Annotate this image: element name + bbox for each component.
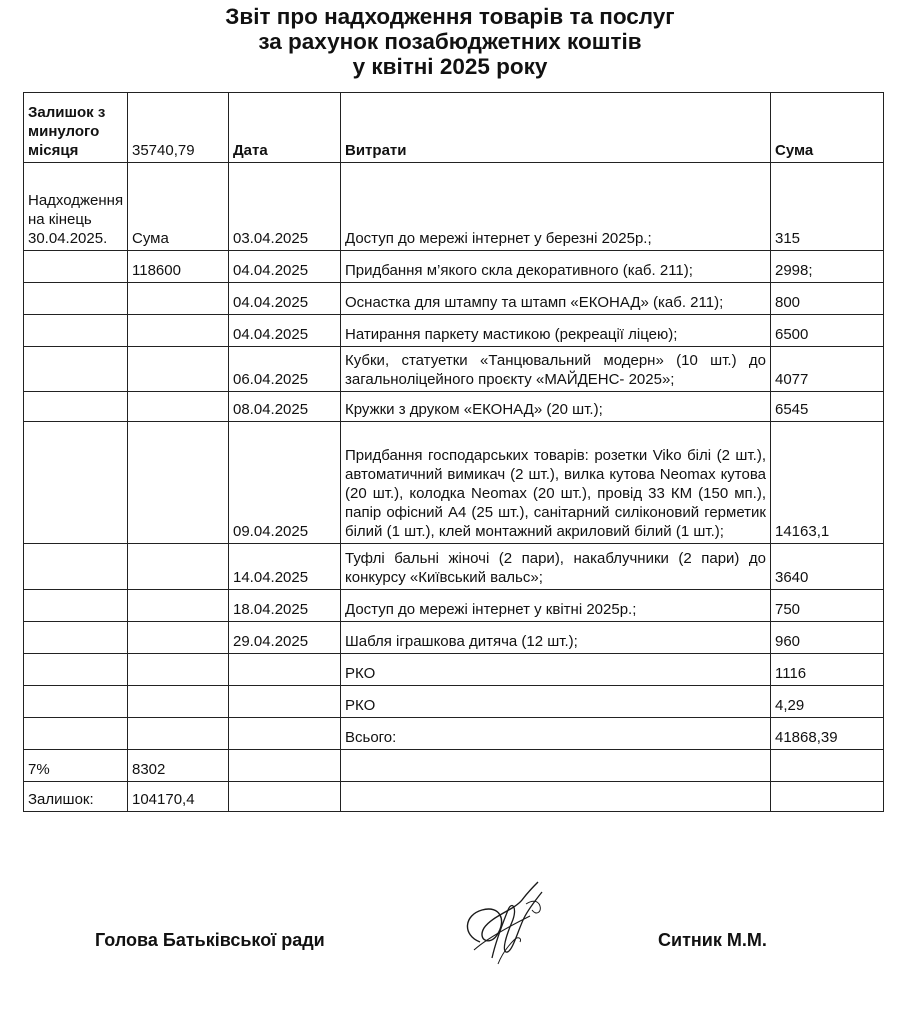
table-row	[24, 544, 884, 590]
row-date	[229, 686, 341, 718]
balance-row	[24, 782, 884, 812]
row-description: Придбання м’якого скла декоративного (каб. 211);	[341, 251, 771, 283]
table-row	[24, 251, 884, 283]
row-date: 03.04.2025	[229, 163, 341, 251]
row-date: 06.04.2025	[229, 347, 341, 392]
row-date: 18.04.2025	[229, 590, 341, 622]
expenses-column-header: Витрати	[341, 93, 771, 163]
row-sum: 960	[771, 622, 884, 654]
percent-value: 8302	[128, 750, 229, 782]
table-row	[24, 654, 884, 686]
row-sum: 315	[771, 163, 884, 251]
signature-image	[452, 880, 562, 970]
row-sum: 1116	[771, 654, 884, 686]
signatory-position: Голова Батьківської ради	[95, 930, 325, 950]
row-date: 29.04.2025	[229, 622, 341, 654]
row-date: 04.04.2025	[229, 251, 341, 283]
row-sum: 14163,1	[771, 422, 884, 544]
table-row	[24, 392, 884, 422]
total-label: Всього:	[341, 718, 771, 750]
row-description: Придбання господарських товарів: розетки Viko білі (2 шт.), автоматичний вимикач (2 шт.), вилка кутова Neomax кутова (20 шт.), колодка Neomax (20 шт.), провід 33 КМ (150 мп.), папір офісний А4 (25 шт.), санітарний силіконовий герметик білий (1 шт.), клей монтажний акриловий білий (1 шт.);	[341, 422, 771, 544]
title-line-1: Звіт про надходження товарів та послуг	[225, 4, 675, 29]
sum-column-header: Сума	[771, 93, 884, 163]
signatory-name: Ситник М.М.	[658, 930, 767, 950]
table-row	[24, 590, 884, 622]
row-description: Натирання паркету мастикою (рекреації ліцею);	[341, 315, 771, 347]
row-sum: 3640	[771, 544, 884, 590]
row-description: Туфлі бальні жіночі (2 пари), накаблучники (2 пари) до конкурсу «Київський вальс»;	[341, 544, 771, 590]
row-description: Доступ до мережі інтернет у квітні 2025р.;	[341, 590, 771, 622]
income-value: 118600	[128, 251, 229, 283]
row-date: 09.04.2025	[229, 422, 341, 544]
row-description: Кружки з друком «ЕКОНАД» (20 шт.);	[341, 392, 771, 422]
table-row	[24, 163, 884, 251]
table-row	[24, 686, 884, 718]
income-label: Надходження на кінець 30.04.2025.	[24, 163, 128, 251]
header-row	[24, 93, 884, 163]
row-date: 08.04.2025	[229, 392, 341, 422]
report-table	[23, 92, 884, 812]
table-row	[24, 283, 884, 315]
row-description: РКО	[341, 654, 771, 686]
table-row	[24, 347, 884, 392]
table-row	[24, 422, 884, 544]
row-sum: 800	[771, 283, 884, 315]
row-sum: 6500	[771, 315, 884, 347]
report-title	[0, 4, 900, 79]
balance-prev-label: Залишок з минулого місяця	[24, 93, 128, 163]
row-date: 04.04.2025	[229, 283, 341, 315]
row-sum: 4077	[771, 347, 884, 392]
title-line-2: за рахунок позабюджетних коштів	[258, 29, 642, 54]
percent-row	[24, 750, 884, 782]
percent-label: 7%	[24, 750, 128, 782]
balance-value: 104170,4	[128, 782, 229, 812]
row-sum: 6545	[771, 392, 884, 422]
date-column-header: Дата	[229, 93, 341, 163]
row-sum: 4,29	[771, 686, 884, 718]
table-row	[24, 315, 884, 347]
row-sum: 750	[771, 590, 884, 622]
income-sum-label: Сума	[128, 163, 229, 251]
balance-label: Залишок:	[24, 782, 128, 812]
row-date	[229, 654, 341, 686]
row-description: Оснастка для штампу та штамп «ЕКОНАД» (каб. 211);	[341, 283, 771, 315]
title-line-3: у квітні 2025 року	[352, 54, 548, 79]
row-date: 14.04.2025	[229, 544, 341, 590]
row-date: 04.04.2025	[229, 315, 341, 347]
total-row	[24, 718, 884, 750]
row-description: Кубки, статуетки «Танцювальний модерн» (10 шт.) до загальноліцейного проєкту «МАЙДЕНС- 2025»;	[341, 347, 771, 392]
row-sum: 2998;	[771, 251, 884, 283]
balance-prev-value: 35740,79	[128, 93, 229, 163]
row-description: РКО	[341, 686, 771, 718]
total-value: 41868,39	[771, 718, 884, 750]
row-description: Доступ до мережі інтернет у березні 2025р.;	[341, 163, 771, 251]
row-description: Шабля іграшкова дитяча (12 шт.);	[341, 622, 771, 654]
table-row	[24, 622, 884, 654]
